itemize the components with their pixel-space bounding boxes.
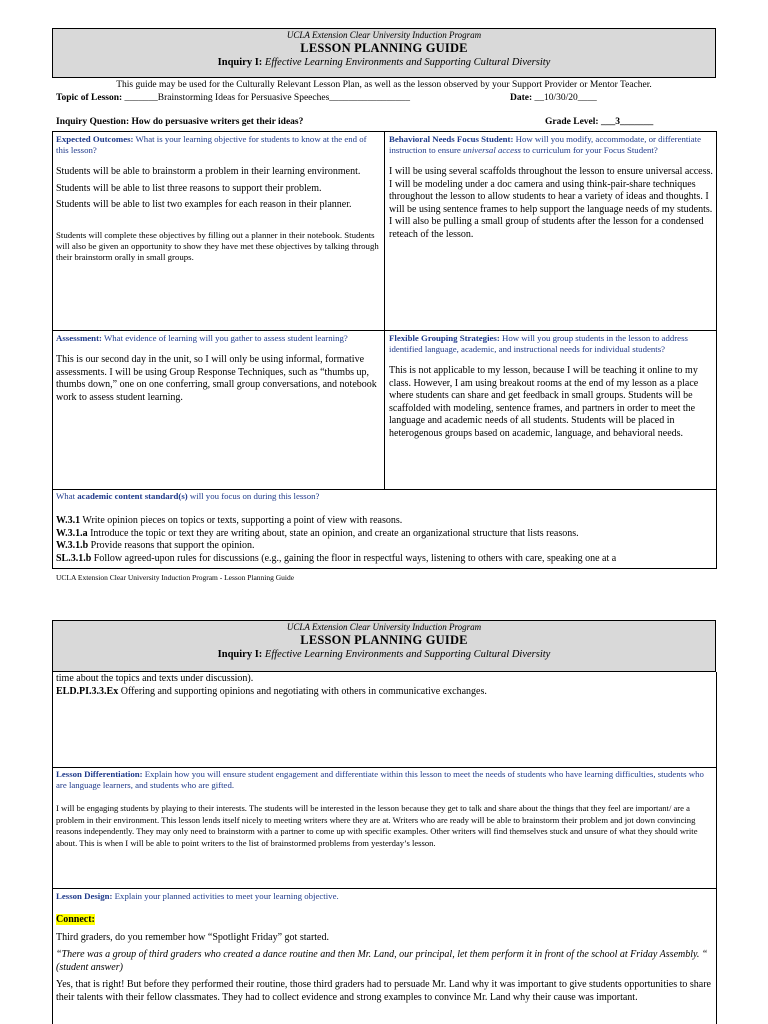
standard-item: SL.3.1.b Follow agreed-upon rules for discussions (e.g., gaining the floor in respectful ways, listening to others with care, speaking one at a	[56, 552, 617, 564]
lesson-design-cell	[56, 891, 714, 1004]
page-title: LESSON PLANNING GUIDE	[300, 633, 468, 647]
lesson-design-prompt: Lesson Design: Explain your planned activities to meet your learning objective.	[56, 891, 339, 901]
table-border-differentiation	[52, 767, 717, 768]
program-name: UCLA Extension Clear University Induction Program	[286, 622, 482, 632]
topic-line: Topic of Lesson: _______Brainstorming Ideas for Persuasive Speeches_________________	[56, 93, 411, 103]
expected-outcomes-prompt: Expected Outcomes: What is your learning objective for students to know at the end of this lesson?	[56, 134, 367, 155]
table-border-left	[52, 672, 53, 1024]
connect-quote: “There was a group of third graders who created a dance routine and then Mr. Land, our principal, let them perform it in front of the school at Friday Assembly. “ (student answer)	[56, 949, 708, 973]
connect-text: Yes, that is right! But before they performed their routine, those third graders had to persuade Mr. Land why it was important to give students opportunities to share their talents with their fellow classmates. They had to collect evidence and strong examples to convince Mr. Land why their cause was important.	[56, 979, 711, 1003]
program-name: UCLA Extension Clear University Induction Program	[286, 30, 482, 40]
connect-text: Third graders, do you remember how “Spotlight Friday” got started.	[56, 931, 329, 943]
connect-heading: Connect:	[56, 914, 95, 925]
standards-continued-cell	[56, 673, 714, 698]
table-border-right	[716, 672, 717, 1024]
standard-item: ELD.PI.3.3.Ex Offering and supporting opinions and negotiating with others in communicative exchanges.	[56, 685, 487, 697]
date-line: Date: __10/30/20____	[510, 93, 597, 103]
guide-note: This guide may be used for the Culturally Relevant Lesson Plan, as well as the lesson observed by your Support Provider or Mentor Teacher.	[116, 80, 652, 90]
outcome-text: Students will be able to list three reasons to support their problem.	[56, 182, 322, 194]
differentiation-text: I will be engaging students by playing to their interests. The students will be interested in the lesson because they get to talk and share about the things that they feel are important/ are a problem in their environment. This lesson lends itself nicely to meeting writers where they are at. Writers who are ready will be able to brainstorm their problem and jot down convincing reasons independently. They may only need to brainstorm with a partner to come up with specific examples. Other writers will find themselves stuck and unsure of what they should write about. This is when I will be able to point writers to the list of brainstormed problems from yesterday’s lesson.	[56, 803, 698, 848]
standard-item: W.3.1 Write opinion pieces on topics or texts, supporting a point of view with reasons.	[56, 515, 403, 526]
grouping-prompt: Flexible Grouping Strategies: How will you group students in the lesson to address identified language, academic, and instructional needs for individual students?	[389, 333, 688, 354]
inquiry-question-line: Inquiry Question: How do persuasive writers get their ideas?	[56, 117, 304, 127]
standards-prompt: What academic content standard(s) will you focus on during this lesson?	[56, 491, 320, 501]
outcome-summary: Students will complete these objectives by filling out a planner in their notebook. Students will also be given an opportunity to show they have met these objectives by talking through their brainstorm orally in small groups.	[56, 229, 379, 262]
inquiry-line: Inquiry I: Effective Learning Environments and Supporting Cultural Diversity	[217, 57, 551, 68]
behavioral-needs-prompt: Behavioral Needs Focus Student: How will you modify, accommodate, or differentiate instruction to ensure universal access to curriculum for your Focus Student?	[389, 134, 702, 155]
assessment-text: This is our second day in the unit, so I will only be using informal, formative assessments. I will be using Group Response Techniques, such as “thumbs up, thumbs down,” one on one conferring, small group conversations, and notebook work to assess student learning.	[56, 354, 377, 403]
outcome-text: Students will be able to list two examples for each reason in their planner.	[56, 199, 352, 210]
grade-level-line: Grade Level: ___3_______	[545, 117, 654, 127]
differentiation-prompt: Lesson Differentiation: Explain how you will ensure student engagement and differentiate within this lesson to meet the needs of students who have learning difficulties, students who are language learners, and students who are gifted.	[56, 769, 704, 790]
outcome-text: Students will be able to brainstorm a problem in their learning environment.	[56, 166, 361, 177]
inquiry-line: Inquiry I: Effective Learning Environments and Supporting Cultural Diversity	[217, 649, 551, 660]
standard-continued-text: time about the topics and texts under discussion).	[56, 673, 254, 684]
behavioral-needs-text: I will be using several scaffolds throughout the lesson to ensure universal access. I will be modeling under a doc camera and using think-pair-share techniques throughout the lesson to allow students to hear a variety of ideas and thoughts. I will be using sentence frames to help support the language needs of my students. I will also be pulling a small group of students after the lesson for a condensed reteach of the lesson.	[389, 166, 713, 240]
page-2-header-banner	[52, 620, 716, 672]
assessment-prompt: Assessment: What evidence of learning will you gather to assess student learning?	[56, 333, 348, 343]
grouping-text: This is not applicable to my lesson, because I will be teaching it online to my class. However, I am using breakout rooms at the end of my lesson as a place where students can share and get feedback in small groups. Students will be scaffolded with modeling, sentence frames, and partners in order to meet the language and academic needs of all students. Students will be placed in heterogenous groups based on academic, language, and behavioral needs.	[389, 365, 699, 439]
standard-item: W.3.1.a Introduce the topic or text they are writing about, state an opinion, and create an organizational structure that lists reasons.	[56, 527, 579, 539]
page-title: LESSON PLANNING GUIDE	[300, 41, 468, 55]
table-border-design	[52, 888, 717, 889]
standard-item: W.3.1.b Provide reasons that support the opinion.	[56, 540, 255, 551]
page-footer: UCLA Extension Clear University Induction Program - Lesson Planning Guide	[56, 573, 295, 582]
differentiation-cell	[56, 769, 714, 849]
